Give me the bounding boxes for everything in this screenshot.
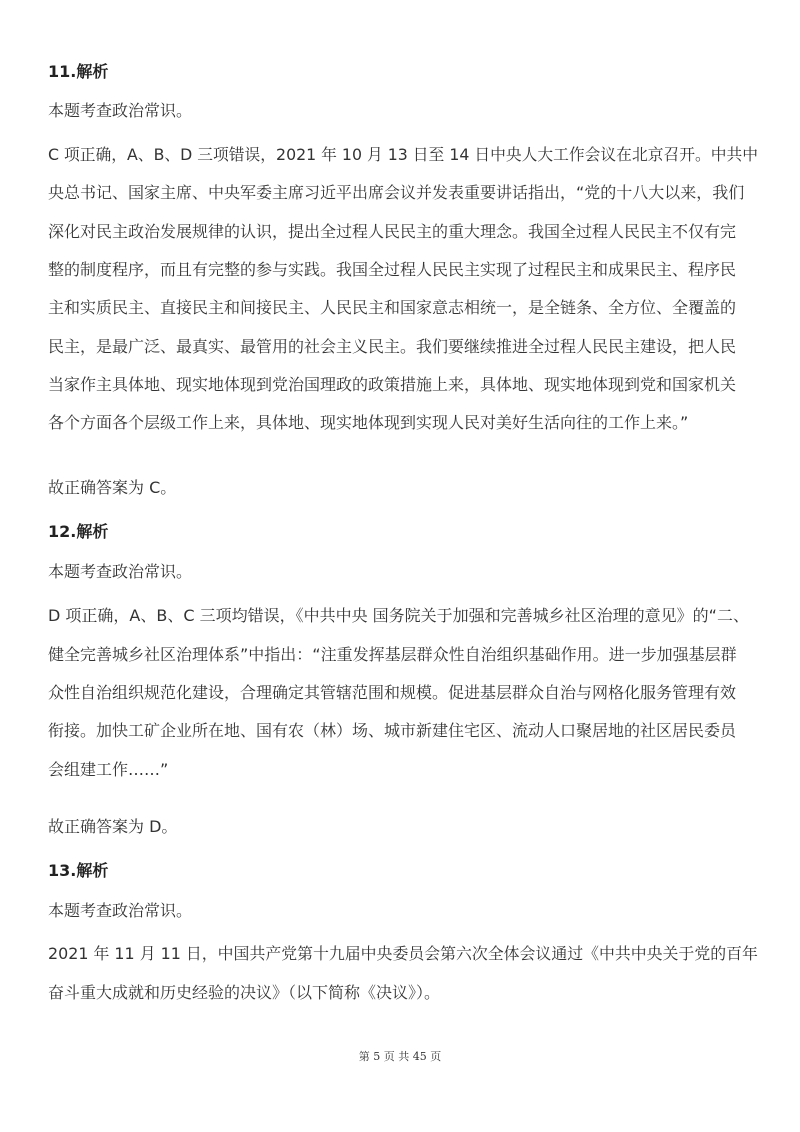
paragraph-line: 本题考查政治常识。 <box>48 901 193 920</box>
document-page <box>48 0 758 1132</box>
section-heading-11: 11.解析 <box>48 62 109 81</box>
paragraph-line: 健全完善城乡社区治理体系”中指出：“注重发挥基层群众性自治组织基础作用。进一步加强基层群 <box>48 645 737 664</box>
paragraph-line: 本题考查政治常识。 <box>48 562 193 581</box>
paragraph-line: 本题考查政治常识。 <box>48 101 193 120</box>
paragraph-line: C 项正确，A、B、D 三项错误，2021 年 10 月 13 日至 14 日中央人大工作会议在北京召开。中共中 <box>48 145 758 164</box>
page-number-footer: 第 5 页 共 45 页 <box>358 1050 442 1063</box>
paragraph-line: 2021 年 11 月 11 日，中国共产党第十九届中央委员会第六次全体会议通过《中共中央关于党的百年 <box>48 944 758 963</box>
answer-line: 故正确答案为 D。 <box>48 817 178 836</box>
answer-line: 故正确答案为 C。 <box>48 478 177 497</box>
paragraph-line: 主和实质民主、直接民主和间接民主、人民民主和国家意志相统一，是全链条、全方位、全覆盖的 <box>48 298 737 317</box>
paragraph-line: 央总书记、国家主席、中央军委主席习近平出席会议并发表重要讲话指出，“党的十八大以来，我们 <box>48 183 745 202</box>
paragraph-line: 整的制度程序，而且有完整的参与实践。我国全过程人民民主实现了过程民主和成果民主、程序民 <box>48 260 737 279</box>
section-heading-13: 13.解析 <box>48 861 109 880</box>
paragraph-line: 民主，是最广泛、最真实、最管用的社会主义民主。我们要继续推进全过程人民民主建设，把人民 <box>48 337 737 356</box>
paragraph-line: 当家作主具体地、现实地体现到党治国理政的政策措施上来，具体地、现实地体现到党和国家机关 <box>48 375 737 394</box>
paragraph-line: 会组建工作……” <box>48 760 169 779</box>
paragraph-line: 衔接。加快工矿企业所在地、国有农（林）场、城市新建住宅区、流动人口聚居地的社区居民委员 <box>48 721 737 740</box>
paragraph-line: 深化对民主政治发展规律的认识，提出全过程人民民主的重大理念。我国全过程人民民主不仅有完 <box>48 222 737 241</box>
section-heading-12: 12.解析 <box>48 522 109 541</box>
paragraph-line: D 项正确，A、B、C 三项均错误，《中共中央 国务院关于加强和完善城乡社区治理的意见》的“二、 <box>48 606 749 625</box>
paragraph-line: 各个方面各个层级工作上来，具体地、现实地体现到实现人民对美好生活向往的工作上来。” <box>48 413 689 432</box>
paragraph-line: 众性自治组织规范化建设，合理确定其管辖范围和规模。促进基层群众自治与网格化服务管理有效 <box>48 683 737 702</box>
paragraph-line: 奋斗重大成就和历史经验的决议》（以下简称《决议》）。 <box>48 983 441 1002</box>
